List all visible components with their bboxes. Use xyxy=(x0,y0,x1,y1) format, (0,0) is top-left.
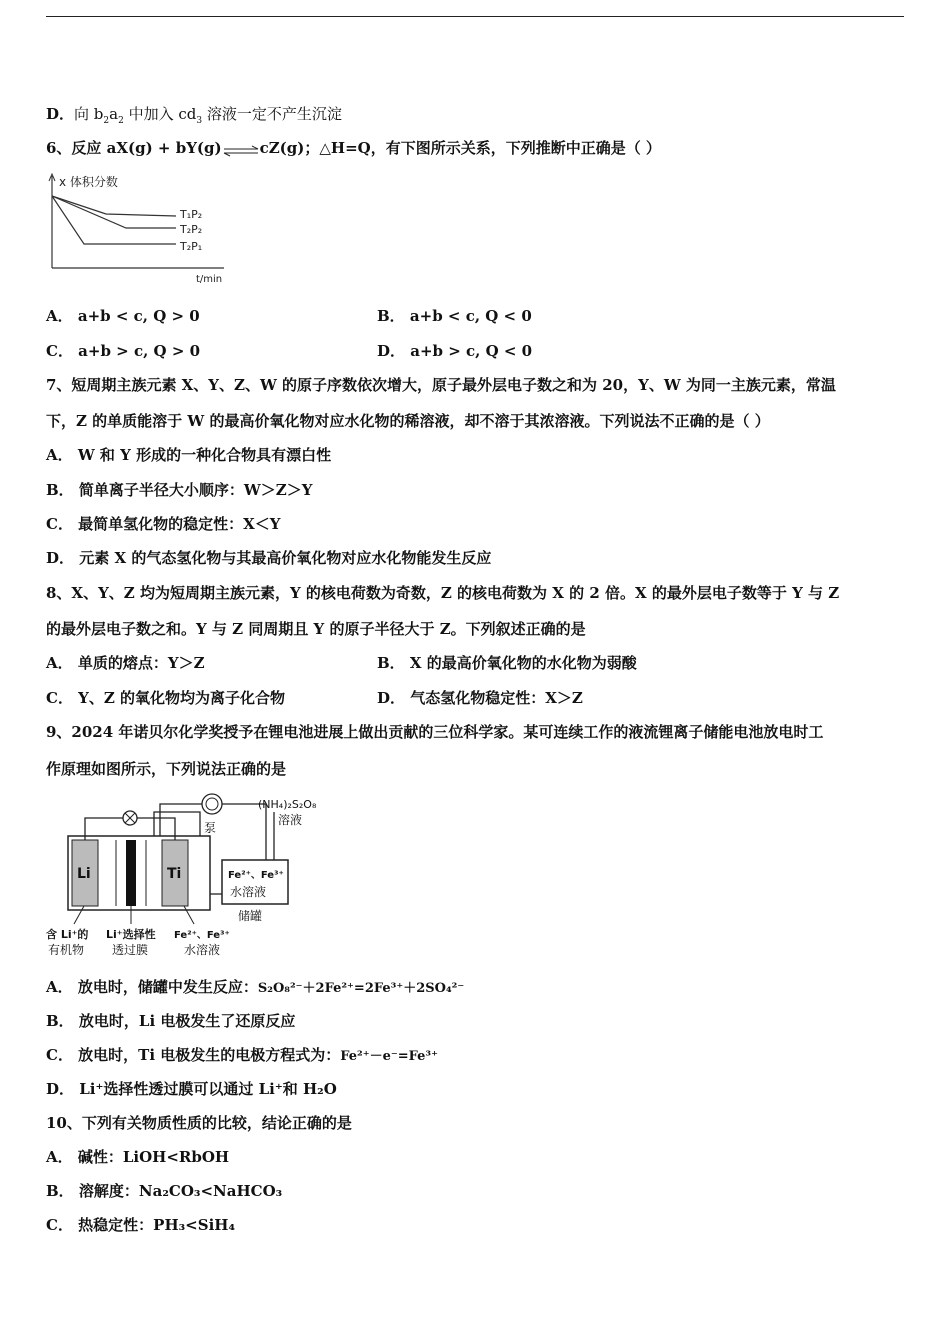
q9-option-c: C． 放电时，Ti 电极发生的电极方程式为：Fe²⁺－e⁻=Fe³⁺ xyxy=(46,1046,438,1064)
q10-stem: 10、下列有关物质性质的比较，结论正确的是 xyxy=(46,1114,352,1132)
q7-option-d: D． 元素 X 的气态氢化物与其最高价氧化物对应水化物能发生反应 xyxy=(46,549,492,567)
svg-text:含 Li⁺的: 含 Li⁺的 xyxy=(46,928,89,941)
q7-option-b: B． 简单离子半径大小顺序：W＞Z＞Y xyxy=(46,481,313,499)
q8-option-d: D． 气态氢化物稳定性：X＞Z xyxy=(377,689,583,707)
q8-stem-line1: 8、X、Y、Z 均为短周期主族元素，Y 的核电荷数为奇数，Z 的核电荷数为 X 的 2 倍。X 的最外层电子数等于 Y 与 Z xyxy=(46,584,840,602)
q8-option-b: B． X 的最高价氧化物的水化物为弱酸 xyxy=(377,654,637,672)
q6-option-a: A． a+b < c, Q > 0 xyxy=(46,307,200,325)
q8-stem-line2: 的最外层电子数之和。Y 与 Z 同周期且 Y 的原子半径大于 Z。下列叙述正确的是 xyxy=(46,620,586,638)
q8-option-c: C． Y、Z 的氧化物均为离子化合物 xyxy=(46,689,286,707)
svg-text:水溶液: 水溶液 xyxy=(184,943,221,957)
svg-text:Fe²⁺、Fe³⁺: Fe²⁺、Fe³⁺ xyxy=(228,870,284,881)
q7-option-a: A． W 和 Y 形成的一种化合物具有漂白性 xyxy=(46,446,332,464)
svg-text:Li: Li xyxy=(77,866,91,882)
svg-text:水溶液: 水溶液 xyxy=(230,885,267,899)
curve-label-t2p1: T₂P₁ xyxy=(180,240,203,253)
q6-volume-fraction-graph xyxy=(46,170,236,288)
li-selective-membrane xyxy=(126,840,136,906)
svg-text:Fe²⁺、Fe³⁺: Fe²⁺、Fe³⁺ xyxy=(174,930,230,941)
q6-option-d: D． a+b > c, Q < 0 xyxy=(377,342,533,360)
q8-option-a: A． 单质的熔点：Y＞Z xyxy=(46,654,205,672)
curve-label-t1p2: T₁P₂ xyxy=(180,208,203,221)
q9-option-a: A． 放电时，储罐中发生反应：S₂O₈²⁻＋2Fe²⁺=2Fe³⁺＋2SO₄²⁻ xyxy=(46,978,465,996)
pump-icon xyxy=(202,794,222,814)
svg-text:(NH₄)₂S₂O₈: (NH₄)₂S₂O₈ xyxy=(258,798,317,811)
graph-y-label: x 体积分数 xyxy=(59,175,118,189)
curve-t1p2 xyxy=(52,196,176,216)
svg-text:泵: 泵 xyxy=(204,821,217,835)
header-rule xyxy=(46,16,904,17)
q7-option-c: C． 最简单氢化物的稳定性：X＜Y xyxy=(46,515,281,533)
q5-option-d: D．向 $b_2a_2$ 中加入 $cd_3$ 溶液一定不产生沉淀 xyxy=(46,105,342,126)
svg-text:Ti: Ti xyxy=(167,866,182,882)
q10-option-c: C． 热稳定性：PH₃<SiH₄ xyxy=(46,1216,236,1234)
q10-option-b: B． 溶解度：Na₂CO₃<NaHCO₃ xyxy=(46,1182,283,1200)
q6-option-c: C． a+b > c, Q > 0 xyxy=(46,342,201,360)
q7-stem-line2: 下，Z 的单质能溶于 W 的最高价氧化物对应水化物的稀溶液，却不溶于其浓溶液。下列说法不正确的是（ ） xyxy=(46,412,770,430)
q10-option-a: A． 碱性：LiOH<RbOH xyxy=(46,1148,230,1166)
svg-text:有机物: 有机物 xyxy=(48,943,85,957)
curve-t2p1 xyxy=(52,196,176,244)
svg-text:Li⁺选择性: Li⁺选择性 xyxy=(106,928,156,941)
graph-x-label: t/min xyxy=(196,274,223,285)
equilibrium-arrow-icon xyxy=(222,143,260,155)
svg-text:溶液: 溶液 xyxy=(278,813,303,827)
q6-stem: 6、反应 aX(g) + bY(g) cZ(g)；△H=Q，有下图所示关系，下列推断中正确是（ ） xyxy=(46,139,661,157)
q9-battery-diagram xyxy=(44,790,344,962)
svg-text:储罐: 储罐 xyxy=(238,909,263,923)
q9-stem-line1: 9、2024 年诺贝尔化学奖授予在锂电池进展上做出贡献的三位科学家。某可连续工作的液流锂离子储能电池放电时工 xyxy=(46,723,824,741)
q9-stem-line2: 作原理如图所示，下列说法正确的是 xyxy=(46,760,287,778)
q9-option-d: D． Li⁺选择性透过膜可以通过 Li⁺和 H₂O xyxy=(46,1080,337,1098)
q6-option-b: B． a+b < c, Q < 0 xyxy=(377,307,532,325)
svg-text:透过膜: 透过膜 xyxy=(112,943,149,957)
curve-label-t2p2: T₂P₂ xyxy=(180,223,203,236)
q9-option-b: B． 放电时，Li 电极发生了还原反应 xyxy=(46,1012,296,1030)
q7-stem-line1: 7、短周期主族元素 X、Y、Z、W 的原子序数依次增大，原子最外层电子数之和为 20，Y、W 为同一主族元素，常温 xyxy=(46,376,836,394)
